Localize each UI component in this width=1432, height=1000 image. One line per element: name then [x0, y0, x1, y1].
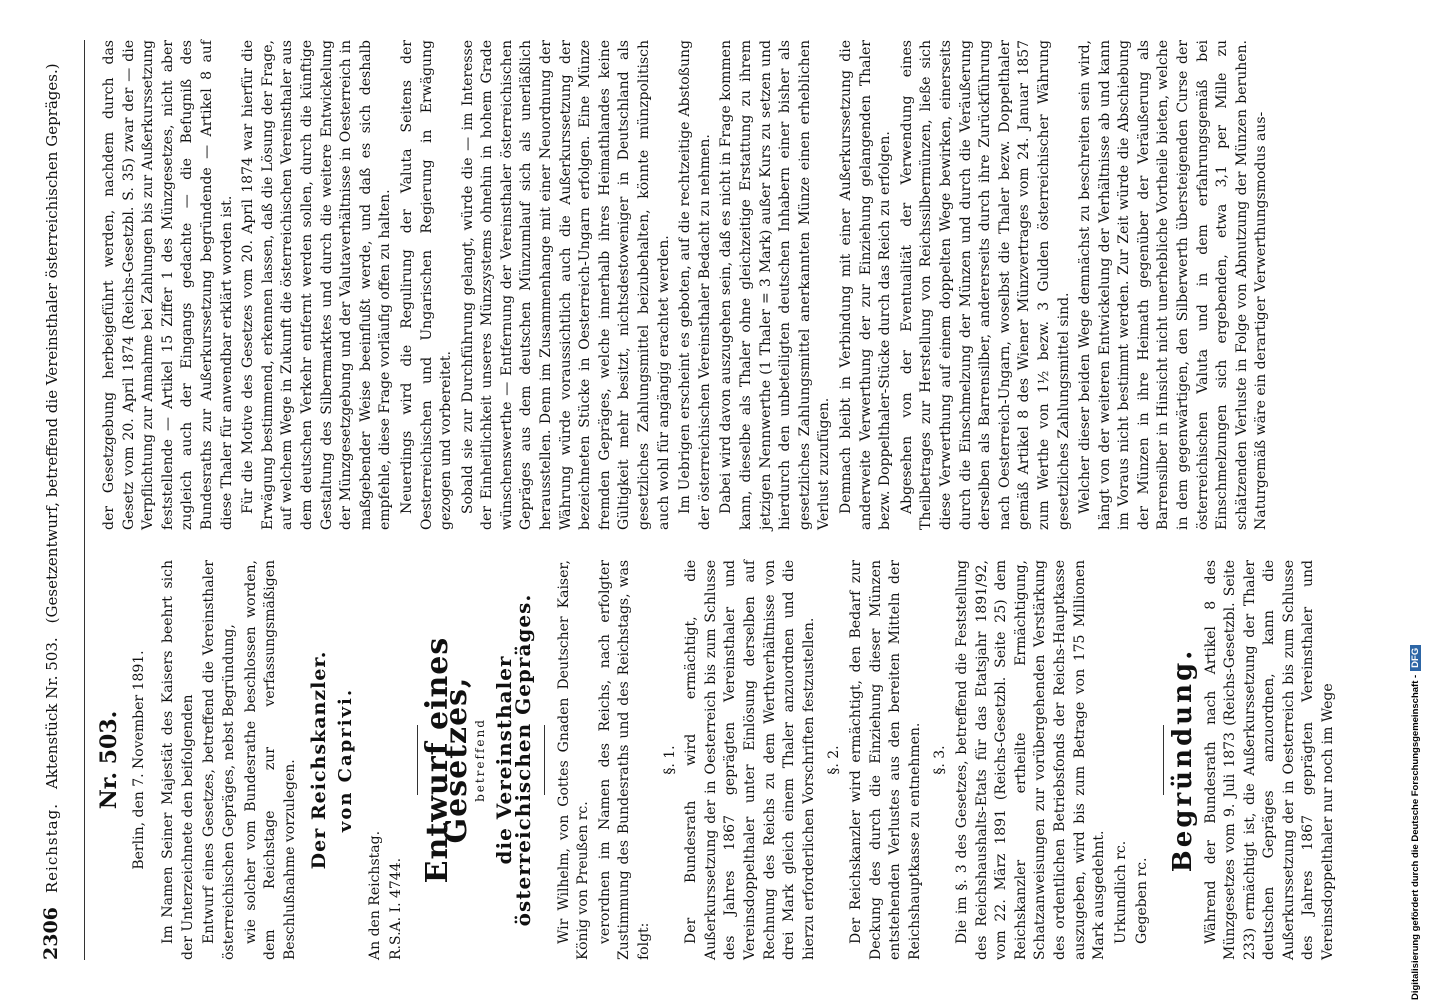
closing: Gegeben rc. — [1134, 857, 1151, 944]
chancellor-title: Der Reichskanzler. — [308, 650, 331, 870]
body-text: Neuerdings wird die Regulirung der Valuta Seitens der Oesterreichischen und Ungarischen Regierung in Erwägung gezogen und vorbereitet. — [398, 40, 455, 530]
section-text: Der Reichskanzler wird ermächtigt, den Bedarf zur Deckung des durch die Einziehung dieser Münzen entstehenden Verlustes aus den bereiten Mitteln der Reichshauptkasse zu entnehmen. — [848, 560, 923, 960]
body-text: Sobald sie zur Durchführung gelangt, würde die — im Interesse der Einheitlichkeit unseres Münzsystems ohnehin in hohem Grade wünschenswerthe — Entfernung der Vereinsthaler österreichischen Gepräges aus dem deutschen Münzumlauf sich als unerläßlich herausstellen. Denn im Zusammenhange mit einer Neuordnung der Währung würde voraussichtlich auch die Außerkurssetzung der bezeichneten Stücke in Oesterreich-Ungarn erfolgen. Eine Münze fremden Gepräges, welche innerhalb ihres Heimathlandes keine Gültigkeit mehr besitzt, nichtsdestoweniger in Deutschland als gesetzliches Zahlungsmittel beizubehalten, könnte münzpolitisch auch wohl für angängig erachtet werden. — [459, 40, 672, 530]
digitization-text: Digitalisierung gefördert durch die Deutsche Forschungsgemeinschaft - — [1410, 674, 1421, 1000]
intro-text: wie solcher vom Bundesrathe beschlossen worden, dem Reichstage zur verfassungsmäßigen Beschlußnahme vorzulegen. — [242, 560, 298, 960]
draft-title: Entwurf eines Gesetzes, — [419, 636, 475, 884]
header-rule — [84, 40, 85, 960]
page-number: 2306 — [40, 907, 62, 960]
closing: Urkundlich rc. — [1112, 840, 1129, 944]
preamble: verordnen im Namen des Reichs, nach erfolgter Zustimmung des Bundesraths und des Reichstags, was folgt: — [596, 560, 653, 960]
body-text: Welcher dieser beiden Wege demnächst zu beschreiten sein wird, hängt von der weiteren Entwickelung der Verhältnisse ab und kann im Voraus nicht bestimmt werden. Zur Zeit würde die Abschiebung der Münzen in ihre Heimath gegenüber der Veräußerung als Barrensilber in Hinsicht nicht unerhebliche Vortheile bieten, welche in dem gegenwärtigen, den Silberwerth übersteigenden Curse der österreichischen Valuta und in dem erfahrungsgemäß bei Einschmelzungen sich ergebenden, etwa 3,1 per Mille zu schätzenden Verluste in Folge von Abnutzung der Münzen beruhen. Naturgemäß wäre ein derartiger Verwerthungsmodus aus- — [1077, 40, 1270, 530]
intro-text: Im Namen Seiner Majestät des Kaisers beehrt sich der Unterzeichnete den beifolgenden — [160, 560, 196, 960]
body-text: Abgesehen von der Eventualität der Verwendung eines Theilbetrages zur Herstellung von Reichssilbermünzen, ließe sich diese Verwerthung auf einem doppelten Wege bewirken, einerseits durch die Einschmelzung der Münzen und durch die Veräußerung derselben als Barrensilber, andererseits durch ihre Zurückführung nach Oesterreich-Ungarn, woselbst die Thaler bezw. Doppelthaler gemäß Artikel 8 des Wiener Münzvertrages vom 24. Januar 1857 zum Werthe von 1½ bezw. 3 Gulden österreichischer Währung gesetzliches Zahlungsmittel sind. — [898, 40, 1072, 530]
separator — [1163, 725, 1164, 795]
separator — [417, 725, 418, 795]
header-left: Reichstag. — [43, 803, 61, 894]
chancellor-name: von Caprivi. — [334, 687, 356, 833]
right-column — [100, 40, 1274, 530]
body-text: Dabei wird davon auszugehen sein, daß es nicht in Frage kommen kann, dieselbe als Thaler ohne gleichzeitige Erstattung zu ihrem jetzigen Nennwerthe (1 Thaler = 3 Mark) außer Kurs zu setzen und hierdurch den unbeteiligten deutschen Inhabern einer bisher als gesetzliches Zahlungsmittel anerkannten Münze einen erheblichen Verlust zuzufügen. — [718, 40, 833, 530]
dateline: Berlin, den 7. November 1891. — [130, 650, 147, 870]
document-page — [40, 40, 1380, 960]
body-text: Für die Motive des Gesetzes vom 20. April 1874 war hierfür die Erwägung bestimmend, erkennen lassen, daß die Lösung der Frage, auf welchem Wege in Zukunft die österreichischen Vereinsthaler aus dem deutschen Verkehr entfernt werden sollen, durch die künftige Gestaltung des Silbermarktes und durch die weitere Entwickelung der Münzgesetzgebung und der Valutaverhältnisse in Oesterreich in maßgebender Weise beeinflußt werde, und daß es sich deshalb empfehle, diese Frage vorläufig offen zu halten. — [240, 40, 394, 530]
body-text: Demnach bleibt in Verbindung mit einer Außerkurssetzung die anderweite Verwerthung der zur Einziehung gelangenden Thaler bezw. Doppelthaler-Stücke durch das Reich zu erfolgen. — [837, 40, 894, 530]
left-column — [96, 560, 1341, 960]
dfg-logo: DFG — [1410, 645, 1421, 671]
section-heading: §. 2. — [826, 745, 843, 775]
separator — [544, 725, 545, 795]
running-header — [40, 40, 80, 960]
section-heading: §. 3. — [932, 745, 949, 775]
body-text: Im Uebrigen erscheint es geboten, auf die rechtzeitige Abstoßung der österreichischen Vereinsthaler Bedacht zu nehmen. — [677, 40, 713, 530]
draft-betreffend: betreffend — [472, 718, 487, 802]
header-title: (Gesetzentwurf, betreffend die Vereinsthaler österreichischen Gepräges.) — [43, 63, 61, 624]
draft-subject: die Vereinsthaler österreichischen Gepräges. — [491, 593, 536, 927]
section-text: Der Bundesrath wird ermächtigt, die Außerkurssetzung der in Oesterreich bis zum Schlusse des Jahres 1867 geprägten Vereinsthaler und Vereinsdoppelthaler unter Einlösung derselben auf Rechnung des Reichs zu dem Werthverhältnisse von drei Mark gleich einem Thaler anzuordnen und die hierzu erforderlichen Vorschriften festzustellen. — [683, 560, 817, 960]
preamble: Wir Wilhelm, von Gottes Gnaden Deutscher Kaiser, König von Preußen rc. — [555, 560, 592, 960]
reference: R.S.A. I. 4744. — [388, 857, 405, 960]
section-text: Die im §. 3 des Gesetzes, betreffend die Feststellung des Reichshaushalts-Etats für das Etatsjahr 1891/92, vom 22. März 1891 (Reichs-Gesetzbl. Seite 25) dem Reichskanzler ertheilte Ermächtigung, Schatzanweisungen zur vorübergehenden Verstärkung des ordentlichen Betriebsfonds der Reichs-Hauptkasse auszugeben, wird bis zum Betrage von 175 Millionen Mark ausgedehnt. — [953, 560, 1108, 960]
header-aktenstueck: Aktenstück Nr. 503. — [43, 637, 61, 790]
intro-text: Entwurf eines Gesetzes, betreffend die Vereinsthaler österreichischen Gepräges, nebst Begründung, — [201, 560, 237, 960]
body-text: der Gesetzgebung herbeigeführt werden, nachdem durch das Gesetz vom 20. April 1874 (Reichs-Gesetzbl. S. 35) zwar der — die Verpflichtung zur Annahme bei Zahlungen bis zur Außerkurssetzung feststellende — Artikel 15 Ziffer 1 des Münzgesetzes, nicht aber zugleich auch der Eingangs gedachte — die Befugniß des Bundesraths zur Außerkurssetzung begründende — Artikel 8 auf diese Thaler für anwendbar erklärt worden ist. — [101, 40, 235, 530]
justification-heading: Begründung. — [1167, 647, 1198, 873]
digitization-note — [1410, 0, 1421, 1000]
document-number: Nr. 503. — [96, 710, 122, 810]
addressee: An den Reichstag. — [366, 830, 383, 960]
section-heading: §. 1. — [661, 745, 678, 775]
justification-text: Während der Bundesrath nach Artikel 8 des Münzgesetzes vom 9. Juli 1873 (Reichs-Gesetzbl. Seite 233) ermächtigt ist, die Außerkurssetzung der Thaler deutschen Gepräges anzuordnen, kann die Außerkurssetzung der in Oesterreich bis zum Schlusse des Jahres 1867 geprägten Vereinsthaler und Vereinsdoppelthaler nur noch im Wege — [1202, 560, 1337, 960]
